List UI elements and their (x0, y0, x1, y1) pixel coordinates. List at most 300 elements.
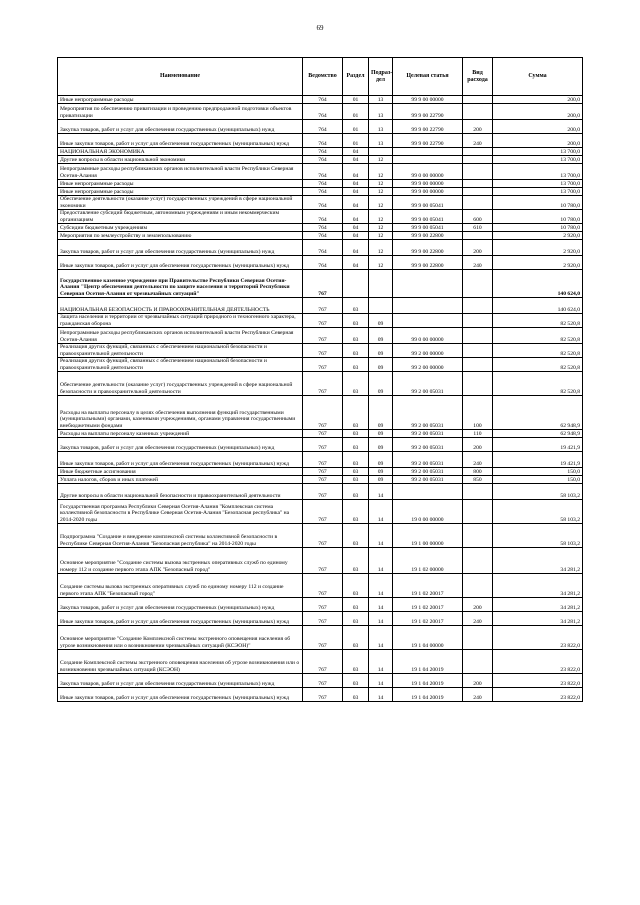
row-sum-cell: 82 520,8 (493, 314, 583, 328)
row-section-cell: 03 (343, 452, 369, 468)
row-target-cell: 19 1 04 20019 (393, 688, 463, 702)
table-row (58, 156, 583, 164)
row-name-cell: Реализация других функций, связанных с обеспечением национальной безопасности и правоохранительной деятельности (58, 344, 303, 358)
table-row (58, 574, 583, 598)
row-dept-cell: 764 (303, 196, 343, 210)
row-section-cell: 04 (343, 188, 369, 196)
row-subsection-cell: 14 (369, 688, 393, 702)
row-sum-cell: 58 103,2 (493, 484, 583, 500)
row-sum-cell: 150,0 (493, 476, 583, 484)
row-section-cell: 03 (343, 298, 369, 314)
row-target-cell: 19 1 02 00000 (393, 548, 463, 574)
row-section-cell: 03 (343, 524, 369, 548)
row-subsection-cell: 12 (369, 188, 393, 196)
row-sum-cell: 23 822,0 (493, 688, 583, 702)
row-subsection-cell: 14 (369, 484, 393, 500)
row-dept-cell: 764 (303, 104, 343, 120)
row-subsection-cell: 09 (369, 396, 393, 430)
table-row (58, 196, 583, 210)
row-subsection-cell: 13 (369, 96, 393, 104)
row-target-cell: 19 1 02 20017 (393, 574, 463, 598)
row-target-cell: 99 9 00 22790 (393, 104, 463, 120)
row-name-cell: Иные закупки товаров, работ и услуг для обеспечения государственных (муниципальных) нужд (58, 256, 303, 270)
row-target-cell: 99 0 00 00000 (393, 328, 463, 344)
row-kind-cell: 240 (463, 452, 493, 468)
row-name-cell: Обеспечение деятельности (оказание услуг) государственных учреждений в сфере национальной экономики (58, 196, 303, 210)
row-kind-cell (463, 232, 493, 240)
row-name-cell: Мероприятия по обеспечению приватизации и проведению предпродажной подготовки объектов приватизации (58, 104, 303, 120)
row-section-cell: 03 (343, 396, 369, 430)
row-sum-cell: 58 103,2 (493, 524, 583, 548)
row-subsection-cell: 14 (369, 500, 393, 524)
row-target-cell: 99 9 00 22800 (393, 256, 463, 270)
table-row (58, 396, 583, 430)
row-kind-cell (463, 626, 493, 650)
row-subsection-cell: 14 (369, 612, 393, 626)
row-target-cell (393, 314, 463, 328)
row-kind-cell (463, 548, 493, 574)
row-sum-cell: 19 421,9 (493, 452, 583, 468)
row-subsection-cell: 09 (369, 468, 393, 476)
table-row (58, 524, 583, 548)
row-name-cell: Закупка товаров, работ и услуг для обеспечения государственных (муниципальных) нужд (58, 240, 303, 256)
row-dept-cell: 767 (303, 598, 343, 612)
row-name-cell: Иные закупки товаров, работ и услуг для обеспечения государственных (муниципальных) нужд (58, 134, 303, 148)
row-kind-cell: 200 (463, 120, 493, 134)
row-kind-cell (463, 164, 493, 180)
row-section-cell: 04 (343, 180, 369, 188)
budget-table (57, 57, 583, 702)
row-subsection-cell: 14 (369, 674, 393, 688)
row-target-cell: 99 2 00 05031 (393, 452, 463, 468)
row-target-cell (393, 148, 463, 156)
row-section-cell: 03 (343, 688, 369, 702)
row-sum-cell: 150,0 (493, 468, 583, 476)
row-target-cell: 99 9 00 05041 (393, 210, 463, 224)
row-target-cell (393, 156, 463, 164)
row-dept-cell: 767 (303, 358, 343, 372)
table-row (58, 500, 583, 524)
row-dept-cell: 764 (303, 188, 343, 196)
row-kind-cell: 100 (463, 396, 493, 430)
row-kind-cell (463, 574, 493, 598)
table-row (58, 104, 583, 120)
row-name-cell: Уплата налогов, сборов и иных платежей (58, 476, 303, 484)
row-target-cell (393, 270, 463, 298)
row-target-cell (393, 484, 463, 500)
row-section-cell: 03 (343, 438, 369, 452)
row-sum-cell: 62 948,9 (493, 430, 583, 438)
row-kind-cell: 200 (463, 240, 493, 256)
row-section-cell: 04 (343, 156, 369, 164)
table-row (58, 476, 583, 484)
page-number: 69 (316, 24, 324, 32)
row-subsection-cell: 09 (369, 452, 393, 468)
row-section-cell (343, 270, 369, 298)
row-name-cell: Иные непрограммные расходы (58, 96, 303, 104)
row-kind-cell (463, 188, 493, 196)
row-kind-cell (463, 484, 493, 500)
row-target-cell: 99 2 00 00000 (393, 358, 463, 372)
row-subsection-cell: 12 (369, 180, 393, 188)
row-section-cell: 04 (343, 164, 369, 180)
row-section-cell: 03 (343, 500, 369, 524)
table-row (58, 164, 583, 180)
row-section-cell: 03 (343, 484, 369, 500)
row-target-cell: 99 2 00 05031 (393, 476, 463, 484)
row-section-cell: 03 (343, 674, 369, 688)
row-subsection-cell: 12 (369, 240, 393, 256)
row-dept-cell: 767 (303, 524, 343, 548)
row-dept-cell: 767 (303, 626, 343, 650)
row-subsection-cell: 13 (369, 134, 393, 148)
row-kind-cell (463, 524, 493, 548)
table-row (58, 626, 583, 650)
row-sum-cell: 34 281,2 (493, 598, 583, 612)
table-body (58, 96, 583, 702)
row-sum-cell: 200,0 (493, 134, 583, 148)
table-row (58, 650, 583, 674)
row-target-cell: 99 9 00 00000 (393, 96, 463, 104)
row-sum-cell: 58 103,2 (493, 500, 583, 524)
row-dept-cell: 767 (303, 688, 343, 702)
row-subsection-cell (369, 270, 393, 298)
row-kind-cell (463, 180, 493, 188)
row-kind-cell (463, 314, 493, 328)
row-name-cell: Защита населения и территории от чрезвычайных ситуаций природного и техногенного характера, гражданская оборона (58, 314, 303, 328)
table-row (58, 96, 583, 104)
row-name-cell: Иные непрограммные расходы (58, 188, 303, 196)
row-target-cell (393, 298, 463, 314)
row-kind-cell (463, 328, 493, 344)
row-target-cell: 99 9 00 22790 (393, 120, 463, 134)
table-row (58, 232, 583, 240)
row-subsection-cell: 14 (369, 650, 393, 674)
table-row (58, 688, 583, 702)
row-target-cell: 99 9 00 00000 (393, 188, 463, 196)
table-row (58, 328, 583, 344)
row-target-cell: 99 9 00 05041 (393, 224, 463, 232)
row-name-cell: Основное мероприятие "Создание Комплексной системы экстренного оповещения населения об угрозе возникновения или о возникновении чрезвычайных ситуаций (КСЭОН)" (58, 626, 303, 650)
row-name-cell: НАЦИОНАЛЬНАЯ ЭКОНОМИКА (58, 148, 303, 156)
row-name-cell: Субсидии бюджетным учреждениям (58, 224, 303, 232)
row-kind-cell (463, 196, 493, 210)
row-dept-cell: 764 (303, 134, 343, 148)
row-target-cell: 99 9 00 22790 (393, 134, 463, 148)
row-target-cell: 99 2 00 05031 (393, 438, 463, 452)
row-subsection-cell: 09 (369, 328, 393, 344)
table-row (58, 674, 583, 688)
row-dept-cell: 767 (303, 328, 343, 344)
table-row (58, 188, 583, 196)
row-dept-cell: 767 (303, 612, 343, 626)
row-kind-cell: 800 (463, 468, 493, 476)
row-subsection-cell: 12 (369, 256, 393, 270)
row-sum-cell: 82 520,8 (493, 358, 583, 372)
row-section-cell: 03 (343, 344, 369, 358)
row-target-cell: 19 1 04 20019 (393, 650, 463, 674)
row-section-cell: 04 (343, 224, 369, 232)
row-sum-cell: 200,0 (493, 120, 583, 134)
row-sum-cell: 10 780,0 (493, 210, 583, 224)
row-sum-cell: 62 948,9 (493, 396, 583, 430)
row-name-cell: Государственная программа Республики Северная Осетия-Алания "Комплексная система коллективной безопасности в Республике Северная Осетия-Алания "Безопасная республика" на 2014-2020 годы (58, 500, 303, 524)
table-row (58, 298, 583, 314)
row-name-cell: Закупка товаров, работ и услуг для обеспечения государственных (муниципальных) нужд (58, 598, 303, 612)
row-sum-cell: 34 281,2 (493, 612, 583, 626)
row-name-cell: НАЦИОНАЛЬНАЯ БЕЗОПАСНОСТЬ И ПРАВООХРАНИТЕЛЬНАЯ ДЕЯТЕЛЬНОСТЬ (58, 298, 303, 314)
row-subsection-cell: 09 (369, 314, 393, 328)
row-dept-cell: 764 (303, 224, 343, 232)
row-kind-cell: 200 (463, 438, 493, 452)
table-row (58, 120, 583, 134)
table-header-row (58, 58, 583, 96)
row-kind-cell: 200 (463, 598, 493, 612)
row-name-cell: Иные бюджетные ассигнования (58, 468, 303, 476)
row-kind-cell (463, 650, 493, 674)
row-subsection-cell: 14 (369, 548, 393, 574)
row-kind-cell: 240 (463, 612, 493, 626)
row-kind-cell: 110 (463, 430, 493, 438)
row-section-cell: 04 (343, 210, 369, 224)
row-subsection-cell: 12 (369, 164, 393, 180)
row-kind-cell: 200 (463, 674, 493, 688)
row-dept-cell: 764 (303, 156, 343, 164)
table-row (58, 240, 583, 256)
row-dept-cell: 767 (303, 468, 343, 476)
row-target-cell: 99 0 00 00000 (393, 164, 463, 180)
row-section-cell: 03 (343, 548, 369, 574)
row-name-cell: Основное мероприятие "Создание системы вызова экстренных оперативных служб по единому номеру 112 и создание первого этапа АПК "Безопасный город" (58, 548, 303, 574)
row-kind-cell: 610 (463, 224, 493, 232)
row-target-cell: 99 9 00 05041 (393, 196, 463, 210)
row-dept-cell: 764 (303, 120, 343, 134)
table-row (58, 548, 583, 574)
row-subsection-cell: 09 (369, 344, 393, 358)
row-sum-cell: 13 700,0 (493, 164, 583, 180)
row-dept-cell: 767 (303, 396, 343, 430)
row-sum-cell: 23 822,0 (493, 626, 583, 650)
table-row (58, 270, 583, 298)
row-kind-cell (463, 96, 493, 104)
row-dept-cell: 767 (303, 270, 343, 298)
row-subsection-cell: 09 (369, 438, 393, 452)
row-name-cell: Непрограммные расходы республиканских органов исполнительной власти Республики Северная Осетия-Алания (58, 328, 303, 344)
row-kind-cell (463, 358, 493, 372)
row-dept-cell: 767 (303, 650, 343, 674)
row-section-cell: 04 (343, 148, 369, 156)
row-sum-cell: 13 700,0 (493, 148, 583, 156)
row-dept-cell: 767 (303, 430, 343, 438)
row-target-cell: 19 1 00 00000 (393, 524, 463, 548)
row-target-cell: 99 9 00 22800 (393, 232, 463, 240)
row-section-cell: 03 (343, 598, 369, 612)
row-name-cell: Закупка товаров, работ и услуг для обеспечения государственных (муниципальных) нужд (58, 674, 303, 688)
row-dept-cell: 767 (303, 438, 343, 452)
table-row (58, 256, 583, 270)
row-sum-cell: 2 920,0 (493, 232, 583, 240)
row-target-cell: 99 2 00 00000 (393, 344, 463, 358)
row-name-cell: Другие вопросы в области национальной экономики (58, 156, 303, 164)
row-name-cell: Закупка товаров, работ и услуг для обеспечения государственных (муниципальных) нужд (58, 120, 303, 134)
row-kind-cell (463, 148, 493, 156)
column-header-section: Раздел (343, 58, 369, 96)
row-name-cell: Непрограммные расходы республиканских органов исполнительной власти Республики Северная Осетия-Алания (58, 164, 303, 180)
row-target-cell: 99 2 00 05031 (393, 468, 463, 476)
table-row (58, 598, 583, 612)
row-sum-cell: 82 520,8 (493, 344, 583, 358)
row-sum-cell: 140 624,0 (493, 270, 583, 298)
row-section-cell: 03 (343, 476, 369, 484)
row-sum-cell: 19 421,9 (493, 438, 583, 452)
row-subsection-cell: 09 (369, 430, 393, 438)
row-dept-cell: 767 (303, 674, 343, 688)
row-dept-cell: 767 (303, 500, 343, 524)
row-section-cell: 03 (343, 372, 369, 396)
table-row (58, 438, 583, 452)
row-name-cell: Мероприятия по землеустройству и землепользованию (58, 232, 303, 240)
table-row (58, 612, 583, 626)
row-subsection-cell: 13 (369, 104, 393, 120)
row-sum-cell: 23 822,0 (493, 650, 583, 674)
row-dept-cell: 767 (303, 452, 343, 468)
row-sum-cell: 82 520,8 (493, 372, 583, 396)
row-subsection-cell: 14 (369, 574, 393, 598)
table-row (58, 224, 583, 232)
row-dept-cell: 767 (303, 344, 343, 358)
row-section-cell: 01 (343, 120, 369, 134)
column-header-dept: Ведомство (303, 58, 343, 96)
row-target-cell: 19 1 04 00000 (393, 626, 463, 650)
row-section-cell: 01 (343, 96, 369, 104)
row-name-cell: Создание Комплексной системы экстренного оповещения населения об угрозе возникновения или о возникновении чрезвычайных ситуаций (КСЭОН) (58, 650, 303, 674)
row-section-cell: 03 (343, 626, 369, 650)
column-header-sum: Сумма (493, 58, 583, 96)
row-dept-cell: 767 (303, 574, 343, 598)
row-sum-cell: 13 700,0 (493, 180, 583, 188)
row-subsection-cell: 09 (369, 358, 393, 372)
row-section-cell: 03 (343, 328, 369, 344)
table-row (58, 314, 583, 328)
row-section-cell: 04 (343, 256, 369, 270)
row-section-cell: 03 (343, 468, 369, 476)
row-dept-cell: 767 (303, 314, 343, 328)
row-section-cell: 01 (343, 104, 369, 120)
row-sum-cell: 82 520,8 (493, 328, 583, 344)
row-kind-cell (463, 156, 493, 164)
row-dept-cell: 767 (303, 476, 343, 484)
row-name-cell: Предоставление субсидий бюджетным, автономным учреждениям и иным некоммерческим организациям (58, 210, 303, 224)
row-subsection-cell: 12 (369, 210, 393, 224)
row-name-cell: Иные непрограммные расходы (58, 180, 303, 188)
row-kind-cell: 850 (463, 476, 493, 484)
row-dept-cell: 764 (303, 240, 343, 256)
row-sum-cell: 140 624,0 (493, 298, 583, 314)
row-target-cell: 19 1 02 20017 (393, 612, 463, 626)
row-sum-cell: 2 920,0 (493, 240, 583, 256)
row-name-cell: Другие вопросы в области национальной безопасности и правоохранительной деятельности (58, 484, 303, 500)
row-dept-cell: 767 (303, 298, 343, 314)
table-row (58, 210, 583, 224)
row-name-cell: Иные закупки товаров, работ и услуг для обеспечения государственных (муниципальных) нужд (58, 612, 303, 626)
row-sum-cell: 10 780,0 (493, 224, 583, 232)
row-sum-cell: 13 700,0 (493, 156, 583, 164)
row-kind-cell: 240 (463, 256, 493, 270)
row-target-cell: 19 0 00 00000 (393, 500, 463, 524)
row-subsection-cell: 14 (369, 524, 393, 548)
row-kind-cell (463, 500, 493, 524)
row-dept-cell: 767 (303, 484, 343, 500)
row-dept-cell: 764 (303, 256, 343, 270)
row-target-cell: 99 2 00 05031 (393, 372, 463, 396)
row-dept-cell: 764 (303, 210, 343, 224)
row-sum-cell: 34 281,2 (493, 548, 583, 574)
table-row (58, 344, 583, 358)
row-subsection-cell: 12 (369, 232, 393, 240)
row-dept-cell: 767 (303, 372, 343, 396)
row-subsection-cell: 12 (369, 224, 393, 232)
row-name-cell: Закупка товаров, работ и услуг для обеспечения государственных (муниципальных) нужд (58, 438, 303, 452)
row-sum-cell: 10 780,0 (493, 196, 583, 210)
row-section-cell: 03 (343, 430, 369, 438)
row-dept-cell: 764 (303, 164, 343, 180)
column-header-subsection: Подраз-дел (369, 58, 393, 96)
table-row (58, 148, 583, 156)
table-row (58, 372, 583, 396)
row-sum-cell: 2 920,0 (493, 256, 583, 270)
row-name-cell: Расходы на выплаты персоналу казенных учреждений (58, 430, 303, 438)
row-name-cell: Реализация других функций, связанных с обеспечением национальной безопасности и правоохранительной деятельности (58, 358, 303, 372)
row-subsection-cell (369, 148, 393, 156)
row-dept-cell: 764 (303, 148, 343, 156)
row-subsection-cell: 12 (369, 196, 393, 210)
row-subsection-cell: 14 (369, 598, 393, 612)
row-target-cell: 99 2 00 05031 (393, 430, 463, 438)
row-dept-cell: 764 (303, 180, 343, 188)
row-name-cell: Иные закупки товаров, работ и услуг для обеспечения государственных (муниципальных) нужд (58, 452, 303, 468)
row-kind-cell (463, 298, 493, 314)
row-name-cell: Расходы на выплаты персоналу в целях обеспечения выполнения функций государственными (муниципальными) органами, казенными учреждениями, органами управления государственными внебюджетными фондами (58, 396, 303, 430)
row-sum-cell: 34 281,2 (493, 574, 583, 598)
row-name-cell: Подпрограмма "Создание и внедрение комплексной системы коллективной безопасности в Республике Северная Осетия-Алания "Безопасная республика" на 2014-2020 годы (58, 524, 303, 548)
row-target-cell: 99 9 00 22800 (393, 240, 463, 256)
row-sum-cell: 23 822,0 (493, 674, 583, 688)
row-section-cell: 04 (343, 196, 369, 210)
table-row (58, 484, 583, 500)
row-kind-cell: 240 (463, 688, 493, 702)
row-sum-cell: 13 700,0 (493, 188, 583, 196)
row-section-cell: 04 (343, 232, 369, 240)
column-header-name: Наименование (58, 58, 303, 96)
row-subsection-cell: 09 (369, 476, 393, 484)
row-name-cell: Иные закупки товаров, работ и услуг для обеспечения государственных (муниципальных) нужд (58, 688, 303, 702)
row-kind-cell (463, 104, 493, 120)
table-row (58, 452, 583, 468)
row-kind-cell (463, 372, 493, 396)
row-subsection-cell: 13 (369, 120, 393, 134)
row-section-cell: 04 (343, 240, 369, 256)
table-row (58, 468, 583, 476)
row-target-cell: 99 2 00 05031 (393, 396, 463, 430)
column-header-kind: Вид расхода (463, 58, 493, 96)
row-kind-cell (463, 270, 493, 298)
row-dept-cell: 767 (303, 548, 343, 574)
row-section-cell: 03 (343, 358, 369, 372)
row-subsection-cell: 14 (369, 626, 393, 650)
row-kind-cell (463, 344, 493, 358)
row-name-cell: Обеспечение деятельности (оказание услуг) государственных учреждений в сфере национальной безопасности и правоохранительной деятельности (58, 372, 303, 396)
table-row (58, 134, 583, 148)
